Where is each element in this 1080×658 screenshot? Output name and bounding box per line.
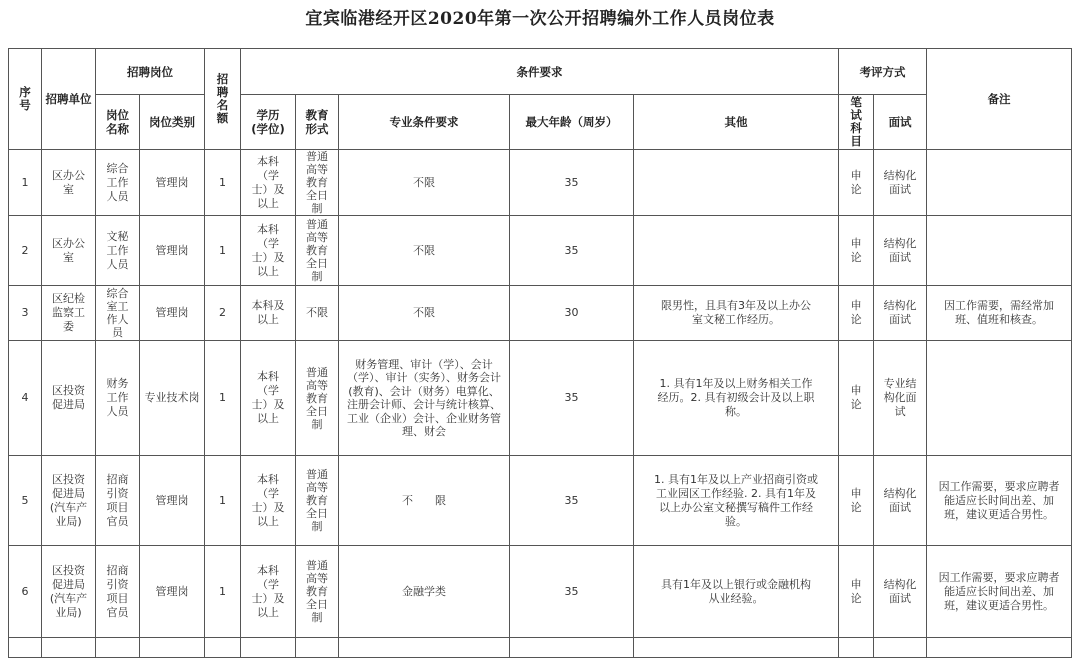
cell-written: 申论 [839, 150, 874, 216]
cell-other: 1. 具有1年及以上产业招商引资或工业园区工作经验. 2. 具有1年及以上办公室文秘撰写稿件工作经验。 [634, 456, 839, 546]
cell-major: 不 限 [339, 456, 510, 546]
cell-edu-form: 普通高等教育全日制 [296, 546, 339, 638]
header-interview: 面试 [874, 95, 927, 150]
cell-max-age: 35 [510, 456, 634, 546]
cell-unit: 区投资促进局 [42, 341, 96, 456]
cell-unit: 区办公室 [42, 150, 96, 216]
header-max-age: 最大年龄（周岁） [510, 95, 634, 150]
table-row [9, 456, 1072, 546]
header-quota: 招聘名额 [205, 49, 241, 150]
cell-quota: 1 [205, 546, 241, 638]
cell-edu-form: 普通高等教育全日制 [296, 216, 339, 286]
cell-interview: 结构化面试 [874, 216, 927, 286]
cell-position-name: 文秘工作人员 [96, 216, 140, 286]
cell-unit: 区投资促进局(汽车产业局) [42, 456, 96, 546]
cell-interview: 结构化面试 [874, 546, 927, 638]
cell-position-name: 招商引资项目官员 [96, 546, 140, 638]
cell-position-type: 专业技术岗 [140, 341, 205, 456]
table-row [9, 546, 1072, 638]
header-major: 专业条件要求 [339, 95, 510, 150]
cell-seq: 5 [9, 456, 42, 546]
page-title: 宜宾临港经开区2020年第一次公开招聘编外工作人员岗位表 [305, 9, 775, 29]
cell-interview: 结构化面试 [874, 150, 927, 216]
cell-seq: 1 [9, 150, 42, 216]
cell-position-name: 综合室工作人员 [96, 286, 140, 341]
header-unit: 招聘单位 [42, 49, 96, 150]
cell-remarks: 因工作需要，要求应聘者能适应长时间出差、加班，建议更适合男性。 [927, 546, 1072, 638]
cell-edu-form: 不限 [296, 286, 339, 341]
cell-education: 本科（学士）及以上 [241, 150, 296, 216]
cell-remarks [927, 216, 1072, 286]
header-position-type: 岗位类别 [140, 95, 205, 150]
table-row [9, 341, 1072, 456]
cell-major: 金融学类 [339, 546, 510, 638]
cell-position-type: 管理岗 [140, 286, 205, 341]
cell-other: 具有1年及以上银行或金融机构从业经验。 [634, 546, 839, 638]
header-exam-group: 考评方式 [839, 49, 927, 95]
job-positions-table [8, 48, 1072, 658]
cell-unit: 区纪检监察工委 [42, 286, 96, 341]
cell-position-type: 管理岗 [140, 216, 205, 286]
cell-unit: 区投资促进局(汽车产业局) [42, 546, 96, 638]
cell-written: 申论 [839, 456, 874, 546]
table-row [9, 286, 1072, 341]
cell-remarks: 因工作需要，要求应聘者能适应长时间出差、加班，建议更适合男性。 [927, 456, 1072, 546]
cell-edu-form: 普通高等教育全日制 [296, 341, 339, 456]
header-education: 学历(学位) [241, 95, 296, 150]
cell-max-age: 35 [510, 546, 634, 638]
table-row [9, 150, 1072, 216]
cell-education: 本科（学士）及以上 [241, 341, 296, 456]
cell-position-type: 管理岗 [140, 150, 205, 216]
cell-education: 本科（学士）及以上 [241, 216, 296, 286]
cell-major: 不限 [339, 286, 510, 341]
cell-quota: 1 [205, 456, 241, 546]
cell-position-type: 管理岗 [140, 546, 205, 638]
cell-position-name: 招商引资项目官员 [96, 456, 140, 546]
header-written: 笔试科目 [839, 95, 874, 150]
cell-quota: 2 [205, 286, 241, 341]
cell-interview: 结构化面试 [874, 286, 927, 341]
cell-major: 财务管理、审计（学）、会计（学）、审计（实务）、财务会计(教育)、会计（财务）电算化、注册会计师、会计与统计核算、工业（企业）会计、企业财务管理、财会 [339, 341, 510, 456]
cell-position-type: 管理岗 [140, 456, 205, 546]
cell-written: 申论 [839, 341, 874, 456]
header-edu-form: 教育形式 [296, 95, 339, 150]
cell-quota: 1 [205, 216, 241, 286]
cell-other: 1. 具有1年及以上财务相关工作经历。2. 具有初级会计及以上职称。 [634, 341, 839, 456]
cell-education: 本科（学士）及以上 [241, 546, 296, 638]
table-row [9, 216, 1072, 286]
header-position-name: 岗位名称 [96, 95, 140, 150]
cell-max-age: 35 [510, 341, 634, 456]
cell-written: 申论 [839, 216, 874, 286]
cell-position-name: 财务工作人员 [96, 341, 140, 456]
cell-seq: 2 [9, 216, 42, 286]
cell-max-age: 35 [510, 150, 634, 216]
cell-written: 申论 [839, 546, 874, 638]
cell-quota: 1 [205, 150, 241, 216]
cell-max-age: 30 [510, 286, 634, 341]
cell-written: 申论 [839, 286, 874, 341]
cell-quota: 1 [205, 341, 241, 456]
cell-seq: 4 [9, 341, 42, 456]
cell-major: 不限 [339, 150, 510, 216]
cell-interview: 专业结构化面试 [874, 341, 927, 456]
header-remarks: 备注 [927, 49, 1072, 150]
cell-remarks: 因工作需要，需经常加班、值班和核查。 [927, 286, 1072, 341]
cell-position-name: 综合工作人员 [96, 150, 140, 216]
cell-remarks [927, 150, 1072, 216]
header-seq: 序号 [9, 49, 42, 150]
header-position-group: 招聘岗位 [96, 49, 205, 95]
cell-edu-form: 普通高等教育全日制 [296, 456, 339, 546]
cell-interview: 结构化面试 [874, 456, 927, 546]
header-conditions-group: 条件要求 [241, 49, 839, 95]
cell-other: 限男性，且具有3年及以上办公室文秘工作经历。 [634, 286, 839, 341]
cell-seq: 3 [9, 286, 42, 341]
header-other: 其他 [634, 95, 839, 150]
cell-education: 本科（学士）及以上 [241, 456, 296, 546]
cell-max-age: 35 [510, 216, 634, 286]
cell-education: 本科及以上 [241, 286, 296, 341]
table-row-partial [9, 638, 1072, 658]
cell-remarks [927, 341, 1072, 456]
cell-edu-form: 普通高等教育全日制 [296, 150, 339, 216]
cell-major: 不限 [339, 216, 510, 286]
cell-other [634, 216, 839, 286]
cell-seq: 6 [9, 546, 42, 638]
cell-unit: 区办公室 [42, 216, 96, 286]
cell-other [634, 150, 839, 216]
